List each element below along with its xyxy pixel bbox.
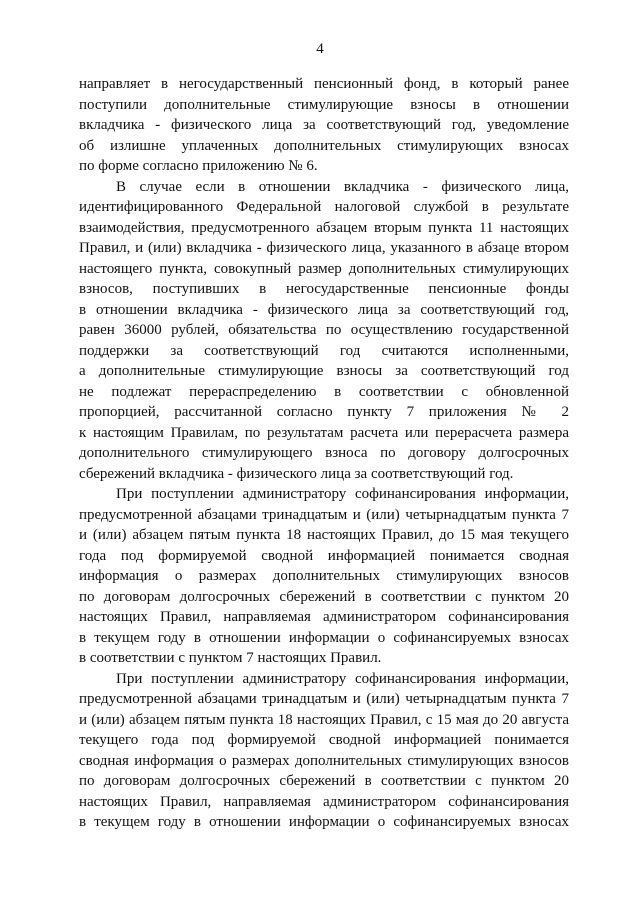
text-line: дополнительного стимулирующего взноса по договору долгосрочных <box>79 445 569 461</box>
text-line: При поступлении администратору софинансирования информации, <box>116 486 569 502</box>
text-line: в соответствии с пунктом 7 настоящих Правил. <box>79 650 382 666</box>
page-number: 4 <box>316 41 324 57</box>
text-line: Правил, и (или) вкладчика - физического лица, указанного в абзаце втором <box>79 240 569 256</box>
paragraph-2 <box>79 177 569 485</box>
text-line: настоящих Правил, направляемая администратором софинансирования <box>79 609 569 625</box>
text-line: по договорам долгосрочных сбережений в соответствии с пунктом 20 <box>79 588 569 605</box>
text-line: поддержки за соответствующий год считаются исполненными, <box>79 342 569 359</box>
document-body <box>79 74 569 833</box>
paragraph-1 <box>79 74 569 177</box>
text-line: текущего года под формируемой сводной информацией понимается <box>79 732 569 748</box>
text-line: в текущем году в отношении информации о софинансируемых взносах <box>79 629 569 646</box>
text-line: по договорам долгосрочных сбережений в соответствии с пунктом 20 <box>79 773 569 789</box>
text-line: сводная информация о размерах дополнительных стимулирующих взносов <box>79 752 569 769</box>
text-line: а дополнительные стимулирующие взносы за соответствующий год <box>79 363 569 379</box>
text-line: по форме согласно приложению № 6. <box>79 158 318 174</box>
text-line: информация о размерах дополнительных стимулирующих взносов <box>79 568 569 584</box>
text-line: идентифицированного Федеральной налоговой службой в результате <box>79 199 569 215</box>
text-line: и (или) абзацем пятым пункта 18 настоящих Правил, с 15 мая до 20 августа <box>79 711 569 728</box>
text-line: взаимодействия, предусмотренного абзацем вторым пункта 11 настоящих <box>79 219 569 236</box>
text-line: к настоящим Правилам, по результатам расчета или перерасчета размера <box>79 424 569 441</box>
text-line: и (или) абзацем пятым пункта 18 настоящих Правил, до 15 мая текущего <box>79 527 569 543</box>
text-line: предусмотренной абзацами тринадцатым и (или) четырнадцатым пункта 7 <box>79 506 569 523</box>
paragraph-3 <box>79 484 569 669</box>
text-line: настоящего пункта, совокупный размер дополнительных стимулирующих <box>79 260 569 277</box>
text-line: предусмотренной абзацами тринадцатым и (или) четырнадцатым пункта 7 <box>79 691 569 707</box>
text-line: взносов, поступивших в негосударственные пенсионные фонды <box>79 281 569 297</box>
text-line: При поступлении администратору софинансирования информации, <box>116 670 569 687</box>
text-line: в отношении вкладчика - физического лица за соответствующий год, <box>79 301 569 318</box>
text-line: В случае если в отношении вкладчика - физического лица, <box>116 178 569 195</box>
text-line: равен 36000 рублей, обязательства по осуществлению государственной <box>79 322 569 338</box>
text-line: не подлежат перераспределению в соответствии с обновленной <box>79 383 569 400</box>
text-line: об излишне уплаченных дополнительных стимулирующих взносах <box>79 137 569 154</box>
text-line: сбережений вкладчика - физического лица за соответствующий год. <box>79 465 514 482</box>
text-line: направляет в негосударственный пенсионный фонд, в который ранее <box>79 76 569 92</box>
text-line: поступили дополнительные стимулирующие взносы в отношении <box>79 96 569 113</box>
text-line: вкладчика - физического лица за соответствующий год, уведомление <box>79 117 569 133</box>
text-line: пропорцией, рассчитанной согласно пункту 7 приложения № 2 <box>79 404 569 420</box>
paragraph-4 <box>79 669 569 833</box>
text-line: в текущем году в отношении информации о софинансируемых взносах <box>79 814 569 830</box>
text-line: года под формируемой сводной информацией понимается сводная <box>79 547 569 564</box>
text-line: настоящих Правил, направляемая администратором софинансирования <box>79 793 569 810</box>
